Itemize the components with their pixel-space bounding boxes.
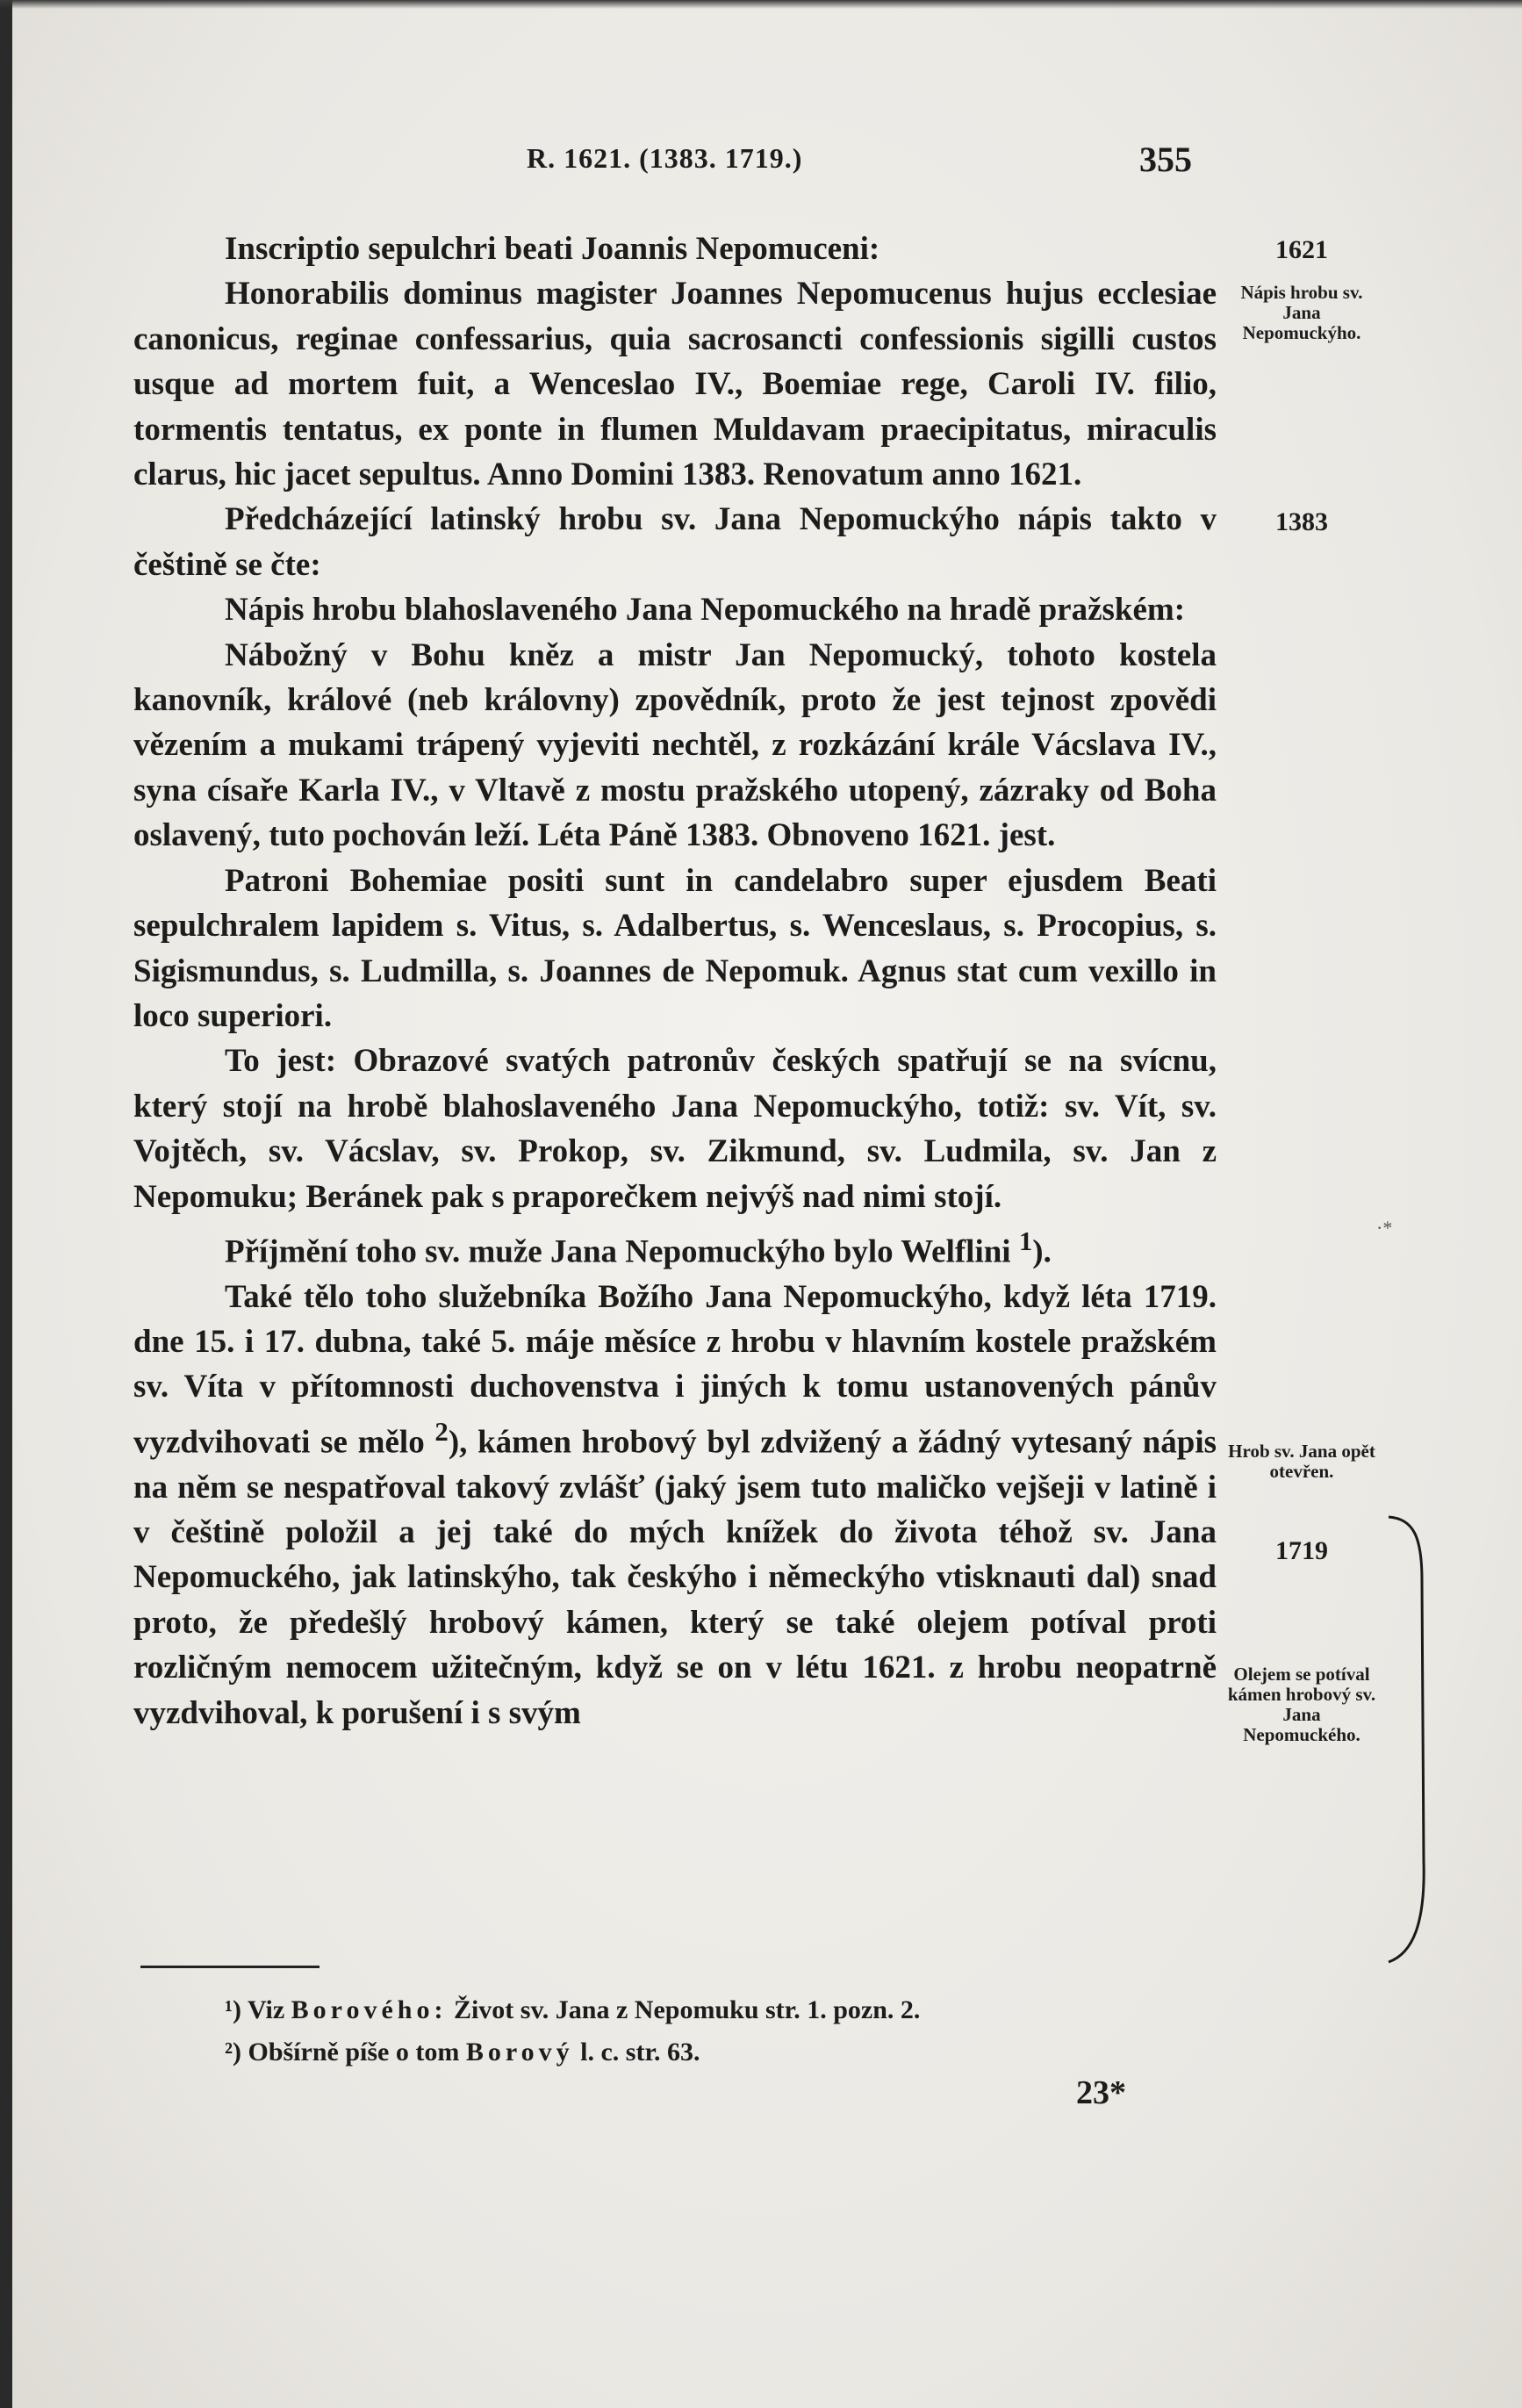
footnote-1-mark: ¹): [225, 1995, 241, 2024]
page-number: 355: [1139, 140, 1192, 179]
footnote-1: [225, 1989, 1208, 2031]
paragraph-prijmeni-text: Příjmění toho sv. muže Jana Nepomuckýho bylo Welflini: [225, 1233, 1011, 1270]
footnote-2: [225, 2031, 1208, 2074]
footnote-2-lead: Obšírně píše o tom: [248, 2038, 460, 2067]
footnote-1-text: Život sv. Jana z Nepomuku str. 1. pozn. 2.: [453, 1995, 921, 2024]
running-head: R. 1621. (1383. 1719.): [527, 142, 803, 174]
footnote-ref-2: 2: [434, 1416, 449, 1447]
paragraph-czech-title: Nápis hrobu blahoslaveného Jana Nepomuckého na hradě pražském:: [225, 592, 1186, 629]
paragraph-czech-intro: Předcházející latinský hrobu sv. Jana Nepomuckýho nápis takto v češtině se čte:: [133, 501, 1217, 583]
footnotes: [225, 1989, 1208, 2074]
paragraph-to-jest: To jest: Obrazové svatých patronův českých spatřují se na svícnu, který stojí na hrobě blahoslaveného Jana Nepomuckýho, totiž: sv. Vít, sv. Vojtěch, sv. Vácslav, sv. Prokop, sv. Zikmund, sv. Ludmila, sv. Jan z Nepomuku; Beránek pak s praporečkem nejvýš nad nimi stojí.: [133, 1043, 1217, 1215]
page-header: [0, 142, 1522, 186]
paragraph-telo: [133, 1275, 1217, 1736]
margin-year-1719: 1719: [1275, 1536, 1328, 1565]
paragraph-czech-inscription: Nábožný v Bohu kněz a mistr Jan Nepomucký, tohoto kostela kanovník, králové (neb královny) zpovědník, proto že jest tejnost zpovědi vězením a mukami trápený vyjeviti nechtěl, z rozkázání krále Vácslava IV., syna císaře Karla IV., v Vltavě z mostu pražského utopený, zázraky od Boha oslavený, tuto pochován leží. Léta Páně 1383. Obnoveno 1621. jest.: [133, 636, 1217, 854]
paragraph-telo-text: Také tělo toho služebníka Božího Jana Nepomuckýho, když léta 1719. dne 15. i 17. dubna, také 5. máje měsíce z hrobu v hlavním kostele pražském sv. Víta v přítomnosti duchovenstva i jiných k tomu ustanovených pánův vyzdvihovati se mělo: [133, 1278, 1217, 1461]
paragraph-telo-continued: kámen hrobový byl zdvižený a žádný vytesaný nápis na něm se nespatřoval takový zvlášť (jaký jsem tuto maličko vejšeji v latině i v češtině položil a jej také do mých knížek do života téhož sv. Jana Nepomuckého, jak latinskýho, tak českýho i německýho vtisknauti dal) snad proto, že předešlý hrobový kámen, který se také olejem potíval proti rozličným nemocem užitečným, když se on v létu 1621. z hrobu neopatrně vyzdvihoval, k porušení i s svým: [133, 1424, 1217, 1731]
footnote-1-lead: Viz: [247, 1995, 285, 2024]
footnote-2-mark: ²): [225, 2038, 241, 2067]
footnote-ref-1-tail: ).: [1032, 1233, 1052, 1270]
page-top-shadow: [0, 0, 1522, 9]
margin-year-1383: 1383: [1275, 507, 1328, 536]
paragraph-latin-inscription: Honorabilis dominus magister Joannes Nepomucenus hujus ecclesiae canonicus, reginae confessarius, quia sacrosancti confessionis sigilli custos usque ad mortem fuit, a Wenceslao IV., Boemiae rege, Caroli IV. filio, tormentis tentatus, ex ponte in flumen Muldavam praecipitatus, miraculis clarus, hic jacet sepultus. Anno Domini 1383. Renovatum anno 1621.: [133, 276, 1217, 493]
main-text: [133, 226, 1217, 1736]
margin-note-hrob-otevren: Hrob sv. Jana opět otevřen.: [1228, 1441, 1375, 1482]
footnote-ref-1: 1: [1018, 1226, 1033, 1256]
paragraph-inscription-title: Inscriptio sepulchri beati Joannis Nepomuceni:: [225, 231, 880, 267]
page-edge-shadow: [0, 0, 12, 2408]
footnote-ref-2-tail: ),: [448, 1424, 468, 1461]
paragraph-prijmeni: [133, 1219, 1217, 1275]
footnote-1-author: Borového:: [291, 1995, 448, 2024]
printer-signature: 23*: [1076, 2074, 1126, 2111]
paragraph-patroni: Patroni Bohemiae positi sunt in candelabro super ejusdem Beati sepulchralem lapidem s. Vitus, s. Adalbertus, s. Wenceslaus, s. Procopius, s. Sigismundus, s. Ludmilla, s. Joannes de Nepomuk. Agnus stat cum vexillo in loco superiori.: [133, 862, 1217, 1034]
footnote-2-author: Borový: [465, 2038, 574, 2067]
margin-note-olejem: Olejem se potíval kámen hrobový sv. Jana Nepomuckého.: [1227, 1664, 1376, 1745]
footnote-rule: [140, 1966, 319, 1968]
ink-speck: ·*: [1376, 1217, 1393, 1239]
margin-note-napis-hrobu: Nápis hrobu sv. Jana Nepomuckýho.: [1240, 282, 1363, 343]
footnote-2-text: l. c. str. 63.: [580, 2038, 700, 2067]
margin-year-1621: 1621: [1275, 235, 1328, 264]
margin-pencil-bracket: [1387, 1510, 1439, 1966]
